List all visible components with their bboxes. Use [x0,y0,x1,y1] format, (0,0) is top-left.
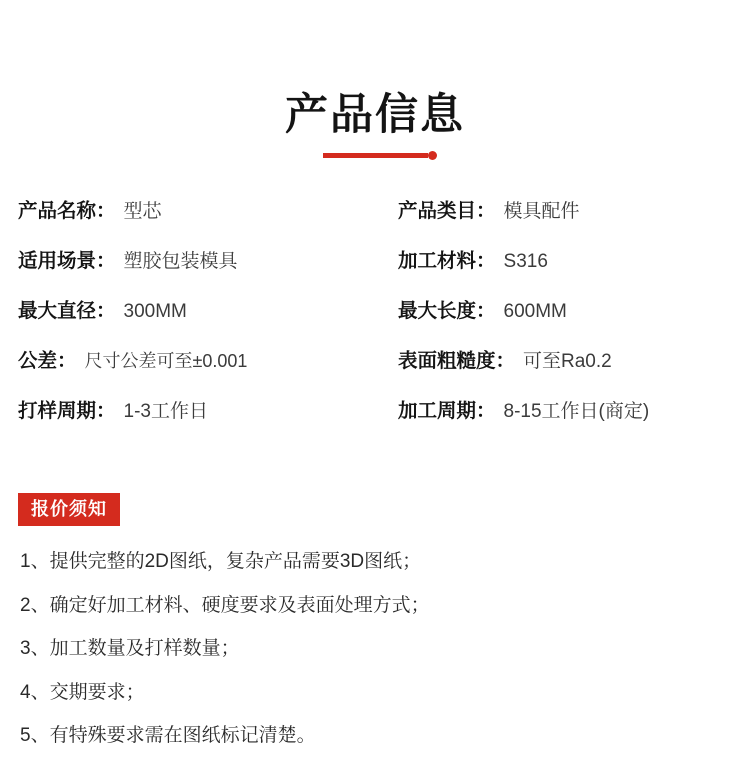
list-item: 3、加工数量及打样数量； [20,638,240,660]
spec-item-material [398,245,730,295]
spec-value: 1-3工作日 [123,401,208,423]
list-item: 5、有特殊要求需在图纸标记清楚。 [20,725,316,747]
spec-item-surface-roughness [398,345,730,395]
spec-value: 型芯 [123,201,162,223]
spec-item-product-name [18,195,398,245]
spec-value: 可至Ra0.2 [523,351,612,373]
spec-value: 塑胶包装模具 [123,251,238,273]
spec-item-sample-lead-time [18,395,398,445]
spec-value: 尺寸公差可至±0.001 [84,351,248,372]
spec-value: 600MM [503,301,567,323]
list-item: 4、交期要求； [20,681,145,703]
spec-label: 公差： [18,350,77,373]
notice-list [0,548,750,750]
spec-item-product-category [398,195,730,245]
list-item: 1、提供完整的2D图纸，复杂产品需要3D图纸； [20,551,422,573]
spec-item-application-scene [18,245,398,295]
title-underline-bar [323,153,428,158]
page-title: 产品信息 [285,91,465,139]
spec-label: 表面粗糙度： [398,350,516,373]
spec-label: 加工材料： [398,250,496,273]
spec-grid [0,195,750,445]
spec-item-max-diameter [18,295,398,345]
spec-label: 最大长度： [398,300,496,323]
spec-item-max-length [398,295,730,345]
spec-label: 最大直径： [18,300,116,323]
spec-value: 模具配件 [503,201,580,223]
title-underline-dot [428,151,437,160]
spec-value: 300MM [123,301,187,323]
title-decoration [0,153,750,165]
notice-tag: 报价须知 [18,493,120,526]
spec-label: 加工周期： [398,400,496,423]
spec-item-production-lead-time [398,395,730,445]
spec-label: 产品名称： [18,200,116,223]
spec-value: S316 [503,251,548,273]
notice-tag-wrap [0,493,750,526]
spec-label: 产品类目： [398,200,496,223]
list-item: 2、确定好加工材料、硬度要求及表面处理方式； [20,594,430,616]
spec-label: 适用场景： [18,250,116,273]
spec-item-tolerance [18,345,398,395]
spec-label: 打样周期： [18,400,116,423]
title-block [0,0,750,165]
spec-value: 8-15工作日(商定) [503,401,650,423]
